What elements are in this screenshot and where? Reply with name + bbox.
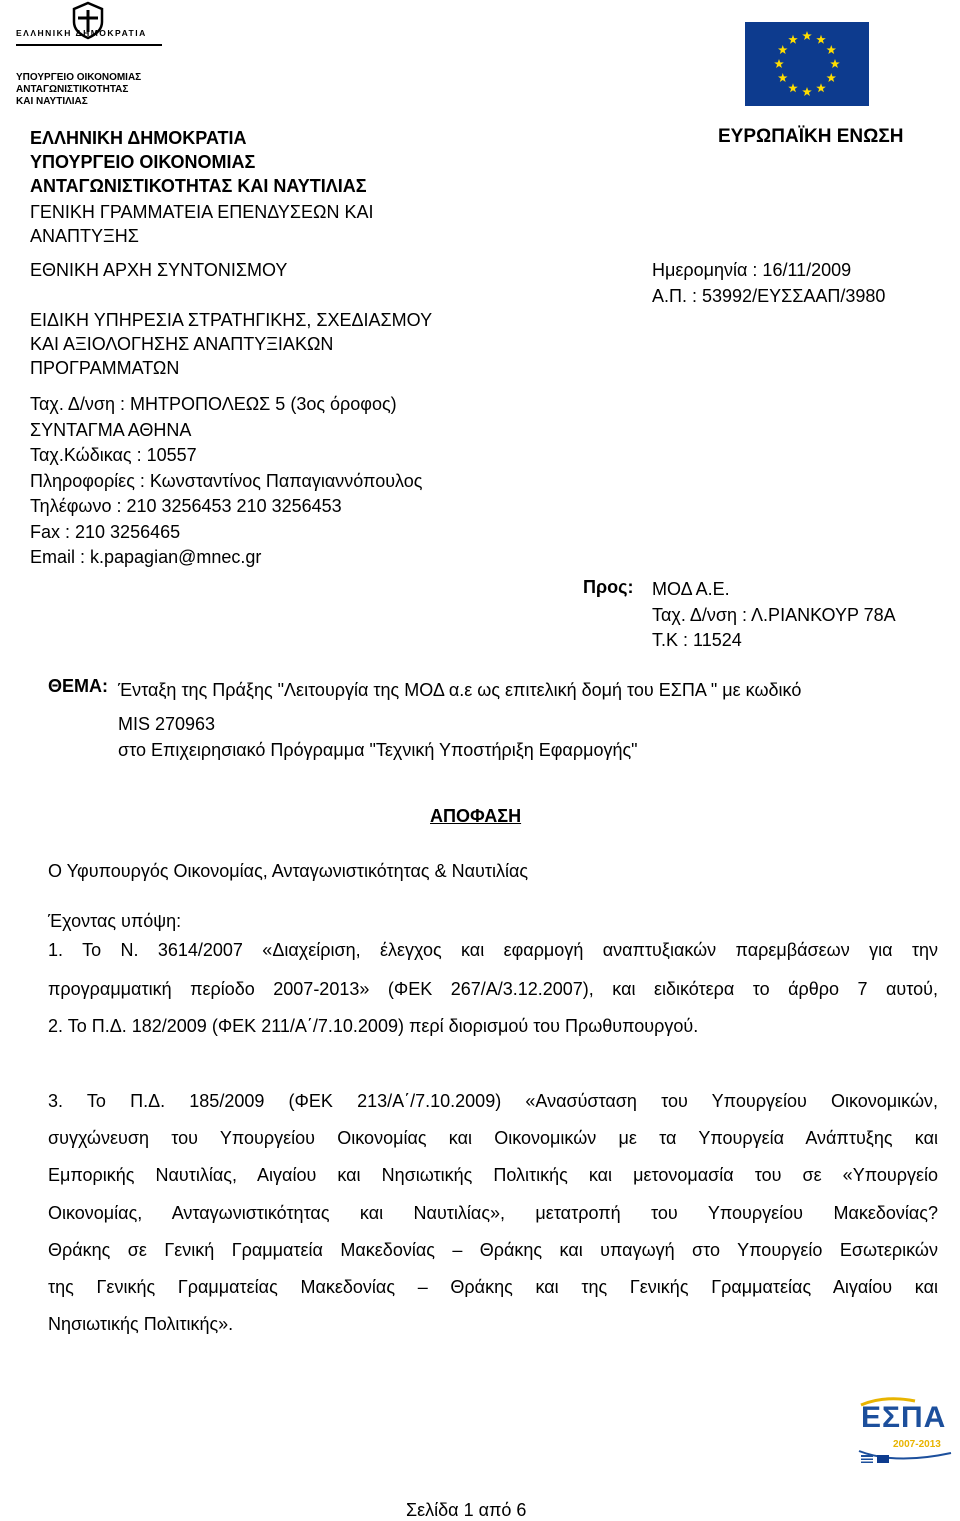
- recipient-block: [652, 577, 896, 654]
- logo-line-2: ΥΠΟΥΡΓΕΙΟ ΟΙΚΟΝΟΜΙΑΣ: [16, 72, 142, 83]
- recipient-line: Τ.Κ : 11524: [652, 630, 742, 650]
- sender-line: ΥΠΟΥΡΓΕΙΟ ΟΙΚΟΝΟΜΙΑΣ: [30, 152, 256, 172]
- considering-item-3-line: Εμπορικής Ναυτιλίας, Αιγαίου και Νησιωτικής Πολιτικής και μετονομασία του σε «Υπουργείο: [48, 1165, 938, 1185]
- subject-label: ΘΕΜΑ:: [48, 676, 108, 696]
- recipient-label: Προς:: [583, 577, 634, 597]
- sender-line: ΑΝΑΠΤΥΞΗΣ: [30, 226, 139, 246]
- decision-title: ΑΠΟΦΑΣΗ: [430, 806, 522, 826]
- contact-line: Fax : 210 3256465: [30, 521, 181, 542]
- authority-name: ΕΘΝΙΚΗ ΑΡΧΗ ΣΥΝΤΟΝΙΣΜΟΥ: [30, 260, 288, 280]
- subject-text: Ένταξη της Πράξης "Λειτουργία της ΜΟΔ α.ε ως επιτελική δομή του ΕΣΠΑ " με κωδικό: [118, 680, 802, 700]
- subject-program: στο Επιχειρησιακό Πρόγραμμα "Τεχνική Υποστήριξη Εφαρμογής": [118, 740, 638, 760]
- considering-item-3-line: Νησιωτικής Πολιτικής».: [48, 1314, 234, 1334]
- considering-item-1-line-1: 1. Το Ν. 3614/2007 «Διαχείριση, έλεγχος και εφαρμογή αναπτυξιακών παρεμβάσεων για την: [48, 940, 938, 960]
- logo-line-3: ΑΝΤΑΓΩΝΙΣΤΙΚΟΤΗΤΑΣ: [16, 84, 129, 95]
- contact-line: ΣΥΝΤΑΓΜΑ ΑΘΗΝΑ: [30, 419, 192, 440]
- recipient-line: Ταχ. Δ/νση : Λ.ΡΙΑΝΚΟΥΡ 78Α: [652, 604, 896, 625]
- sender-line: ΓΕΝΙΚΗ ΓΡΑΜΜΑΤΕΙΑ ΕΠΕΝΔΥΣΕΩΝ ΚΑΙ: [30, 202, 374, 222]
- considering-item-1-line-2: προγραμματική περίοδο 2007-2013» (ΦΕΚ 267/Α/3.12.2007), και ειδικότερα το άρθρο 7 αυτού,: [48, 979, 938, 999]
- protocol-number: Α.Π. : 53992/ΕΥΣΣΑΑΠ/3980: [652, 286, 886, 306]
- considering-item-3-line: 3. Το Π.Δ. 185/2009 (ΦΕΚ 213/Α΄/7.10.2009) «Ανασύσταση του Υπουργείου Οικονομικών,: [48, 1091, 938, 1111]
- service-block: [30, 308, 432, 380]
- considering-item-3-line: Θράκης σε Γενική Γραμματεία Μακεδονίας – Θράκης και υπαγωγή στο Υπουργείο Εσωτερικών: [48, 1240, 938, 1260]
- contact-line: Ταχ. Δ/νση : ΜΗΤΡΟΠΟΛΕΩΣ 5 (3ος όροφος): [30, 394, 397, 414]
- considering-item-3-line: της Γενικής Γραμματείας Μακεδονίας – Θράκης και της Γενικής Γραμματείας Αιγαίου και: [48, 1277, 938, 1297]
- subject-mis-code: MIS 270963: [118, 714, 216, 734]
- service-line: ΚΑΙ ΑΞΙΟΛΟΓΗΣΗΣ ΑΝΑΠΤΥΞΙΑΚΩΝ: [30, 334, 334, 354]
- recipient-line: ΜΟΔ Α.Ε.: [652, 579, 730, 599]
- contact-block: [30, 392, 422, 571]
- decision-issuer: Ο Υφυπουργός Οικονομίας, Ανταγωνιστικότητας & Ναυτιλίας: [48, 861, 529, 881]
- logo-line-1: ΕΛΛΗΝΙΚΗ ΔΗΜΟΚΡΑΤΙΑ: [16, 28, 147, 38]
- sender-line: ΕΛΛΗΝΙΚΗ ΔΗΜΟΚΡΑΤΙΑ: [30, 128, 247, 148]
- sender-line: ΑΝΤΑΓΩΝΙΣΤΙΚΟΤΗΤΑΣ ΚΑΙ ΝΑΥΤΙΛΙΑΣ: [30, 176, 367, 196]
- ministry-logo: [12, 0, 162, 110]
- contact-line: Ταχ.Κώδικας : 10557: [30, 445, 197, 465]
- espa-logo-years: 2007-2013: [893, 1439, 941, 1450]
- eu-flag-icon: [745, 22, 869, 106]
- logo-separator: [16, 44, 162, 46]
- logo-line-4: ΚΑΙ ΝΑΥΤΙΛΙΑΣ: [16, 96, 88, 107]
- sender-secretariat: [30, 200, 374, 248]
- service-line: ΠΡΟΓΡΑΜΜΑΤΩΝ: [30, 358, 180, 378]
- contact-line: Email : k.papagian@mnec.gr: [30, 547, 262, 567]
- service-line: ΕΙΔΙΚΗ ΥΠΗΡΕΣΙΑ ΣΤΡΑΤΗΓΙΚΗΣ, ΣΧΕΔΙΑΣΜΟΥ: [30, 310, 433, 330]
- considering-item-2: 2. Το Π.Δ. 182/2009 (ΦΕΚ 211/Α΄/7.10.2009) περί διορισμού του Πρωθυπουργού.: [48, 1016, 699, 1036]
- sender-block: [30, 126, 367, 198]
- document-date: Ημερομηνία : 16/11/2009: [652, 260, 852, 280]
- espa-logo: [855, 1395, 955, 1471]
- eu-flag: [745, 22, 869, 106]
- page-number: Σελίδα 1 από 6: [406, 1500, 527, 1520]
- considering-item-3-line: Οικονομίας, Ανταγωνιστικότητας και Ναυτιλίας», μετατροπή του Υπουργείου Μακεδονίας?: [48, 1203, 938, 1223]
- considering-item-3-line: συγχώνευση του Υπουργείου Οικονομίας και Οικονομικών με τα Υπουργεία Ανάπτυξης και: [48, 1128, 938, 1148]
- considering-label: Έχοντας υπόψη:: [48, 911, 182, 931]
- eu-label: ΕΥΡΩΠΑΪΚΗ ΕΝΩΣΗ: [718, 126, 904, 147]
- contact-line: Τηλέφωνο : 210 3256453 210 3256453: [30, 496, 342, 516]
- contact-line: Πληροφορίες : Κωνσταντίνος Παπαγιαννόπουλος: [30, 470, 423, 491]
- espa-logo-text: ΕΣΠΑ: [861, 1401, 947, 1434]
